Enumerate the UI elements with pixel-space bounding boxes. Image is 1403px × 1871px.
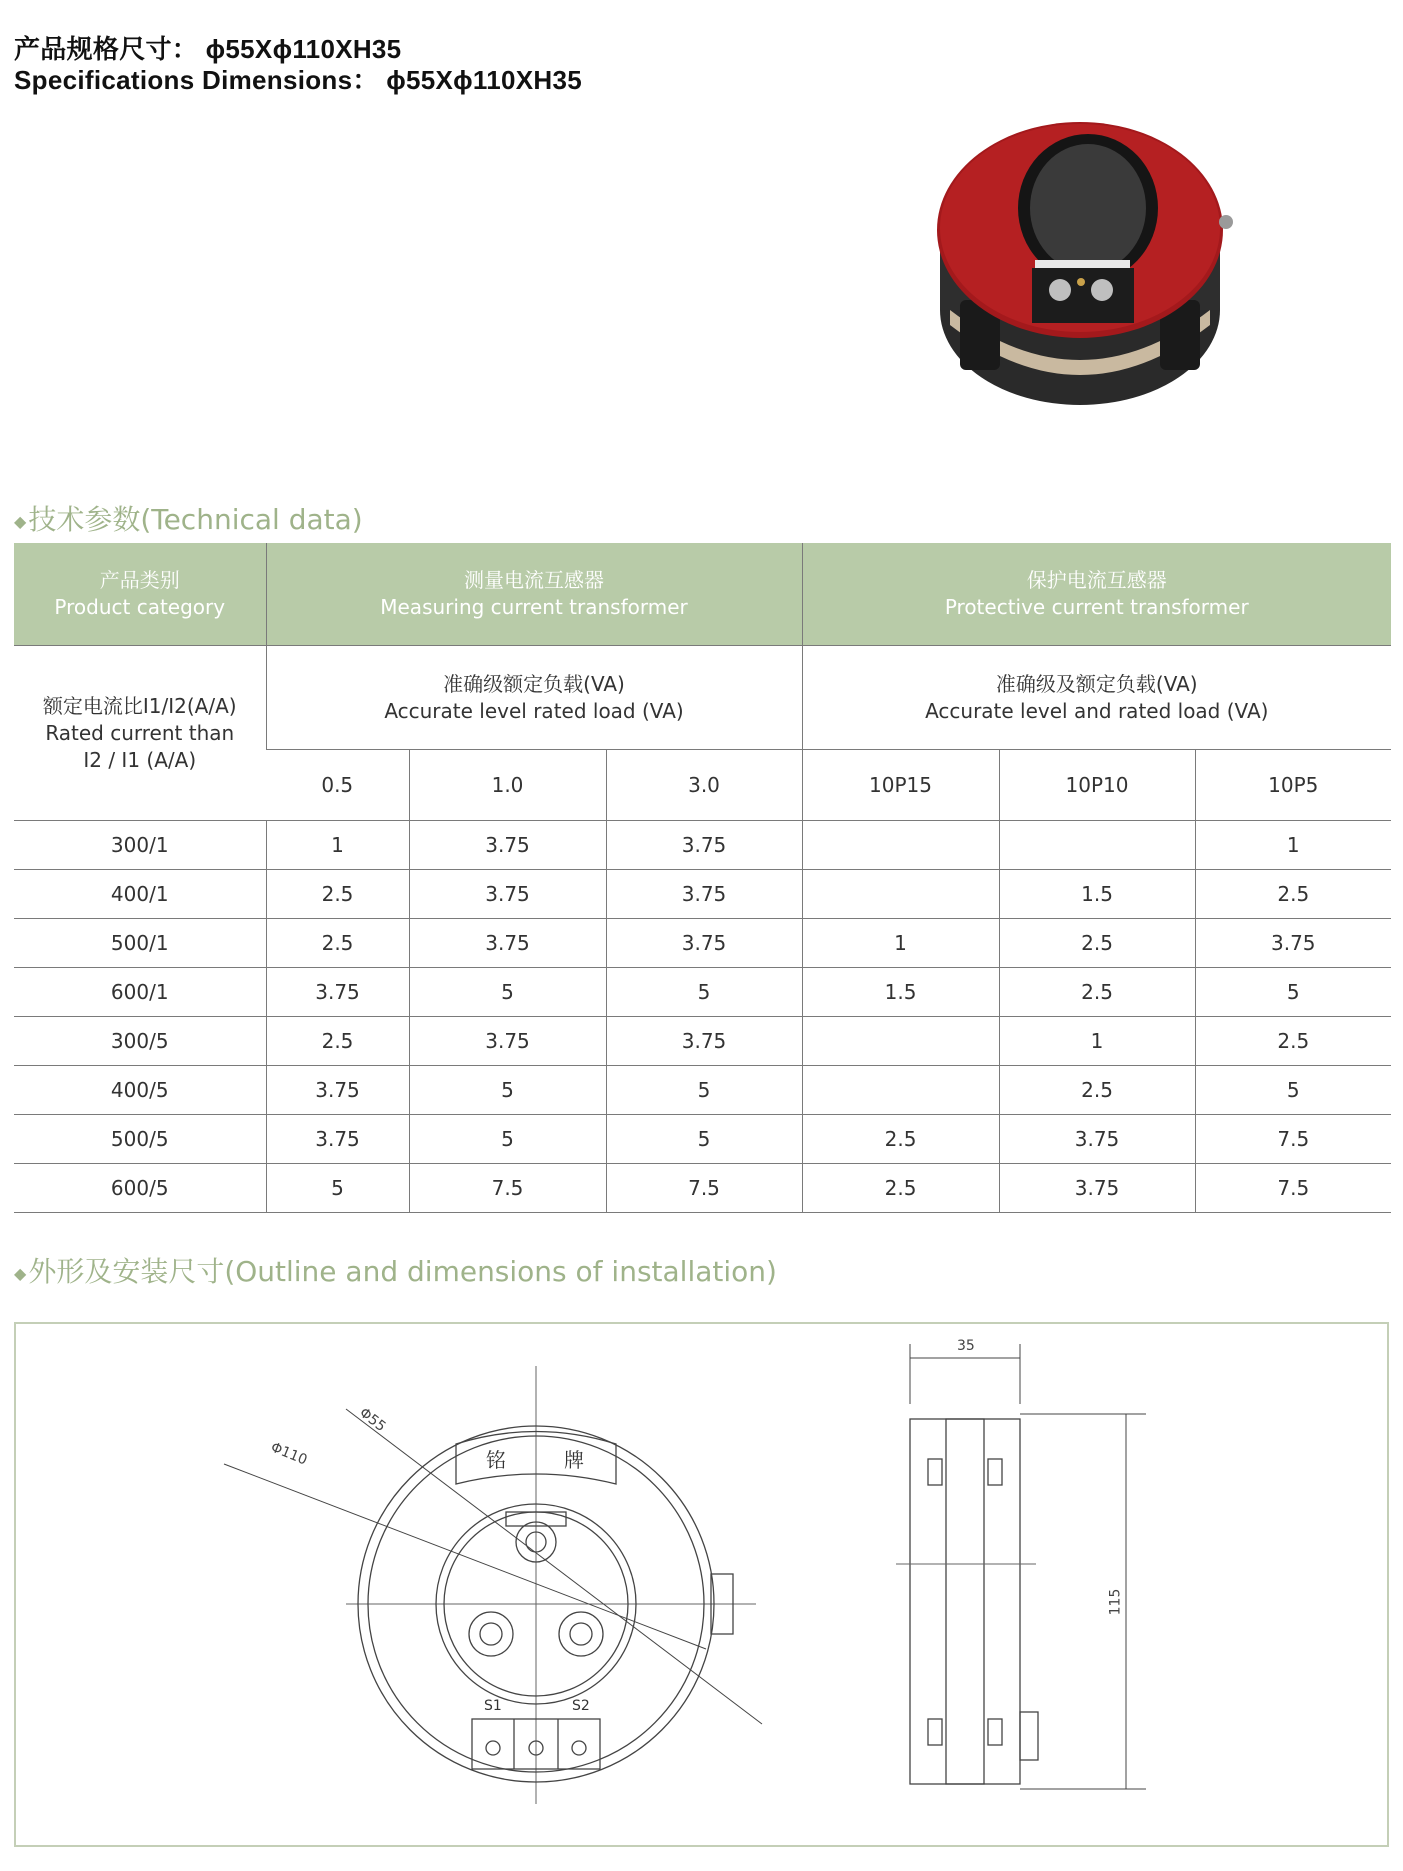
load-cell: 5 <box>606 1066 802 1115</box>
load-cell: 5 <box>409 968 606 1017</box>
load-cell: 3.75 <box>999 1164 1195 1213</box>
measuring-load-header: 准确级额定负载(VA) Accurate level rated load (VA) <box>266 646 802 750</box>
product-photo <box>920 110 1250 420</box>
load-cell: 1 <box>999 1017 1195 1066</box>
load-cell: 1 <box>1195 821 1391 870</box>
header-protective-ct: 保护电流互感器 Protective current transformer <box>802 543 1391 646</box>
load-cell: 3.75 <box>999 1115 1195 1164</box>
technical-data-table <box>14 543 1391 1213</box>
ratio-cell: 600/1 <box>14 968 266 1017</box>
diamond-bullet-icon: ◆ <box>14 1263 27 1283</box>
load-cell: 2.5 <box>999 968 1195 1017</box>
table-row <box>14 870 1391 919</box>
load-cell: 1.5 <box>802 968 999 1017</box>
load-cell: 5 <box>1195 1066 1391 1115</box>
side-view <box>896 1344 1146 1789</box>
load-cell: 7.5 <box>1195 1115 1391 1164</box>
load-cell: 3.75 <box>409 870 606 919</box>
outline-dimensions-title <box>14 1250 777 1290</box>
outline-dimensions-title-text: 外形及安装尺寸(Outline and dimensions of installation) <box>28 1255 777 1288</box>
load-cell: 3.75 <box>606 870 802 919</box>
load-cell: 2.5 <box>802 1164 999 1213</box>
load-cell: 5 <box>1195 968 1391 1017</box>
accuracy-class-cell: 1.0 <box>409 750 606 821</box>
load-cell: 5 <box>409 1066 606 1115</box>
ratio-cell: 500/5 <box>14 1115 266 1164</box>
load-cell: 2.5 <box>999 1066 1195 1115</box>
ratio-cell: 400/1 <box>14 870 266 919</box>
load-cell: 5 <box>606 968 802 1017</box>
load-cell <box>802 821 999 870</box>
outline-drawing-frame <box>14 1322 1389 1847</box>
protective-load-header: 准确级及额定负载(VA) Accurate level and rated load (VA) <box>802 646 1391 750</box>
table-row <box>14 1017 1391 1066</box>
load-cell: 2.5 <box>1195 1017 1391 1066</box>
load-cell: 2.5 <box>1195 870 1391 919</box>
width-dimension-label: 35 <box>957 1338 975 1354</box>
load-cell: 3.75 <box>1195 919 1391 968</box>
load-cell: 5 <box>606 1115 802 1164</box>
ratio-cell: 400/5 <box>14 1066 266 1115</box>
front-view <box>224 1366 762 1804</box>
load-cell <box>999 821 1195 870</box>
technical-data-title <box>14 498 363 538</box>
load-cell: 7.5 <box>606 1164 802 1213</box>
spec-line-en: Specifications Dimensions： ϕ55Xϕ110XH35 <box>14 65 583 95</box>
load-cell: 3.75 <box>606 821 802 870</box>
load-cell <box>802 870 999 919</box>
table-body <box>14 821 1391 1213</box>
load-cell: 7.5 <box>409 1164 606 1213</box>
load-cell: 3.75 <box>606 919 802 968</box>
load-cell: 5 <box>409 1115 606 1164</box>
rated-current-ratio-header: 额定电流比I1/I2(A/A) Rated current than I2 / I1 (A/A) <box>14 646 266 821</box>
header-measuring-ct: 测量电流互感器 Measuring current transformer <box>266 543 802 646</box>
accuracy-class-cell: 0.5 <box>266 750 409 821</box>
table-row <box>14 1066 1391 1115</box>
load-cell: 5 <box>266 1164 409 1213</box>
ratio-cell: 600/5 <box>14 1164 266 1213</box>
load-cell: 3.75 <box>409 821 606 870</box>
load-cell: 2.5 <box>266 1017 409 1066</box>
accuracy-class-cell: 10P5 <box>1195 750 1391 821</box>
load-cell: 2.5 <box>266 919 409 968</box>
load-cell: 3.75 <box>266 1066 409 1115</box>
spec-heading <box>14 34 582 96</box>
accuracy-class-cell: 10P10 <box>999 750 1195 821</box>
outline-drawing <box>16 1324 1387 1845</box>
load-cell <box>802 1017 999 1066</box>
nameplate-label-1: 铭 <box>486 1448 506 1472</box>
load-cell: 3.75 <box>606 1017 802 1066</box>
technical-data-title-text: 技术参数(Technical data) <box>28 503 363 536</box>
load-cell: 1 <box>802 919 999 968</box>
load-cell: 1.5 <box>999 870 1195 919</box>
diamond-bullet-icon: ◆ <box>14 511 27 531</box>
phi110-label: Φ110 <box>268 1439 310 1469</box>
spec-line-cn: 产品规格尺寸： ϕ55Xϕ110XH35 <box>14 34 402 64</box>
table-row <box>14 968 1391 1017</box>
nameplate-label-2: 牌 <box>564 1448 584 1472</box>
load-cell: 3.75 <box>266 1115 409 1164</box>
load-cell: 2.5 <box>266 870 409 919</box>
table-header-row <box>14 543 1391 646</box>
ratio-cell: 300/1 <box>14 821 266 870</box>
terminal-s1-label: S1 <box>484 1698 502 1714</box>
load-cell: 3.75 <box>266 968 409 1017</box>
header-product-category: 产品类别 Product category <box>14 543 266 646</box>
ratio-cell: 300/5 <box>14 1017 266 1066</box>
table-row <box>14 919 1391 968</box>
accuracy-class-cell: 10P15 <box>802 750 999 821</box>
height-dimension-label: 115 <box>1107 1588 1124 1616</box>
table-row <box>14 1164 1391 1213</box>
load-cell: 3.75 <box>409 1017 606 1066</box>
table-row <box>14 1115 1391 1164</box>
accuracy-class-cell: 3.0 <box>606 750 802 821</box>
phi55-label: Φ55 <box>356 1404 389 1436</box>
load-cell: 2.5 <box>999 919 1195 968</box>
load-cell: 3.75 <box>409 919 606 968</box>
load-cell: 7.5 <box>1195 1164 1391 1213</box>
ratio-cell: 500/1 <box>14 919 266 968</box>
load-cell <box>802 1066 999 1115</box>
table-row <box>14 821 1391 870</box>
terminal-s2-label: S2 <box>572 1698 590 1714</box>
load-cell: 1 <box>266 821 409 870</box>
load-cell: 2.5 <box>802 1115 999 1164</box>
table-subheader-row <box>14 646 1391 750</box>
